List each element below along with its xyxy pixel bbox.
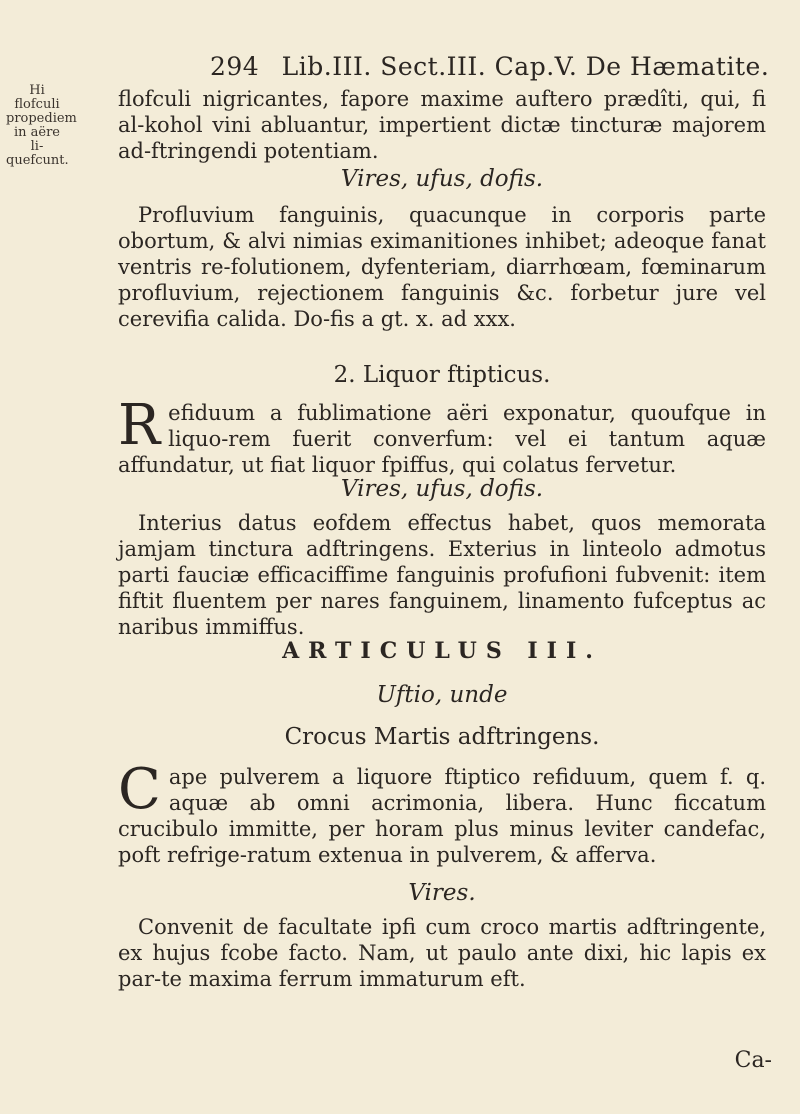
section-heading: Vires. [408,880,476,906]
article-subtitle: Uftio, unde [376,682,508,708]
section-paragraph: Interius datus eofdem effectus habet, quos memorata jamjam tinctura adftringens. Exterius in linteolo admotus parti fauciæ efficaciffime fanguinis profufioni fubvenit: item fiftit fluentem per nares fanguinem, linamento fufceptus ac naribus immiffus. [118,511,766,639]
article-paragraph: C ape pulverem a liquore ftiptico refiduum, quem f. q. aquæ ab omni acrimonia, libera. Hunc ficcatum crucibulo immitte, per horam plus minus leviter candefac, poft refrige-ratum extenua in pulverem, & afferva. [118,757,766,867]
section-heading: Vires, ufus, dofis. [340,476,544,502]
continuation-paragraph: flofculi nigricantes, fapore maxime auftero prædîti, qui, fi al-kohol vini abluantur, impertient dictæ tincturæ majorem ad-ftringendi potentiam. [118,87,766,163]
running-title: Lib.III. Sect.III. Cap.V. De Hæmatite. [281,52,770,81]
page-number: 294 [210,52,260,81]
section-paragraph: R efiduum a fublimatione aëri exponatur, quoufque in liquo-rem fuerit converfum: vel ei tantum aquæ affundatur, ut fiat liquor fpiffus, qui colatus fervetur. [118,393,766,477]
marginal-note-line: propediem [6,111,77,126]
drop-capital: C [118,757,161,822]
marginal-note-line: in aëre li- [13,125,60,154]
marginal-note [6,83,77,168]
running-header [210,52,769,81]
section-heading: Vires, ufus, dofis. [340,166,544,192]
article-paragraph: Convenit de facultate ipfi cum croco martis adftringente, ex hujus fcobe facto. Nam, ut paulo ante dixi, hic lapis ex par-te maxima ferrum immaturum eft. [118,915,766,991]
section-paragraph: Profluvium fanguinis, quacunque in corporis parte obortum, & alvi nimias eximanitiones inhibet; adeoque fanat ventris re-folutionem, dyfenteriam, diarrhœam, fœminarum profluvium, rejectionem fanguinis &c. forbetur jure vel cerevifia calida. Do-fis a gt. x. ad xxx. [118,203,766,331]
section-title: 2. Liquor ftipticus. [333,362,551,388]
article-title: ARTICULUS III. [282,638,602,664]
catchword: Ca- [734,1048,772,1073]
marginal-note-line: quefcunt. [6,153,69,168]
marginal-note-line: Hi flofculi [14,83,60,112]
article-name: Crocus Martis adftringens. [284,724,600,750]
drop-capital: R [118,393,161,458]
